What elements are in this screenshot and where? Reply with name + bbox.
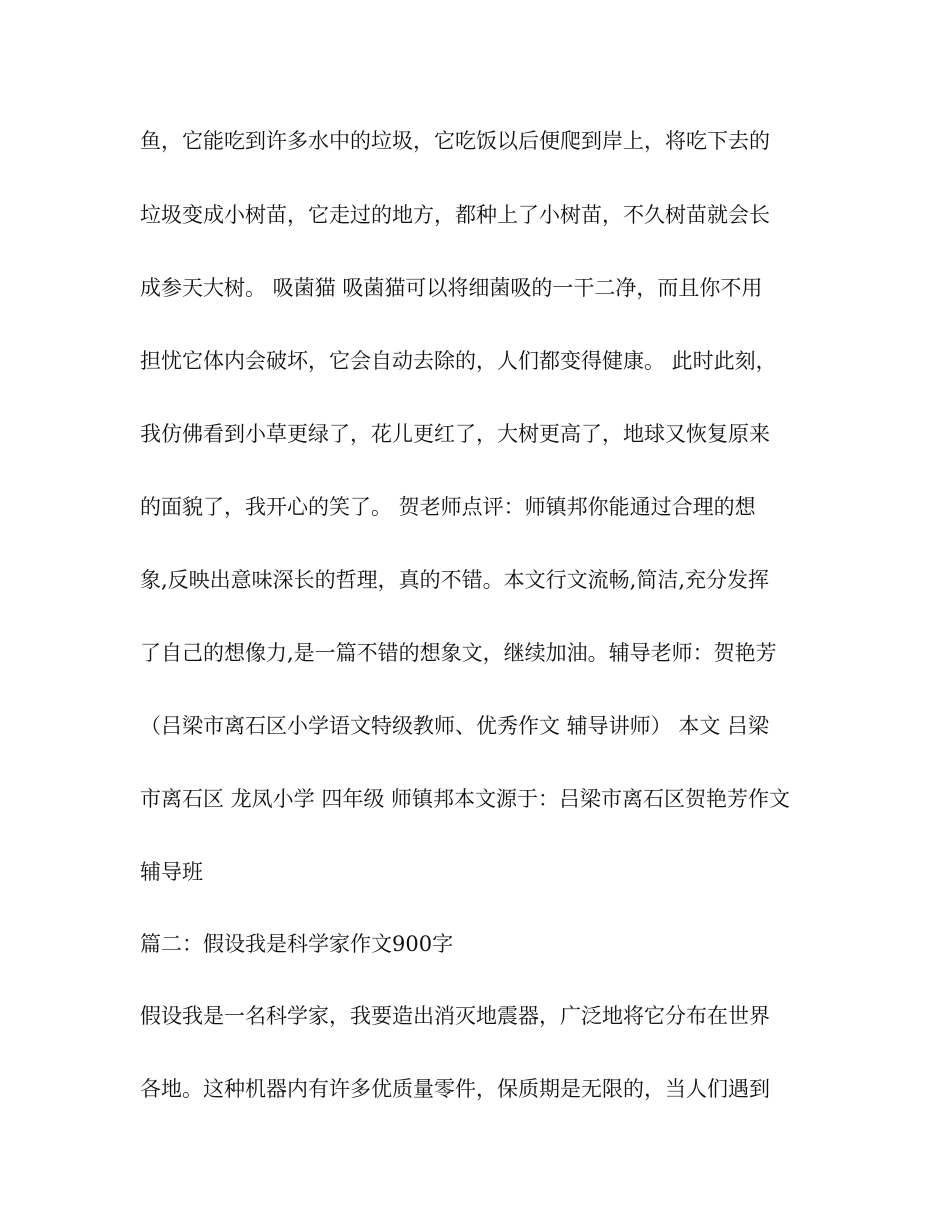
paragraph-line: 鱼，它能吃到许多水中的垃圾，它吃饭以后便爬到岸上，将吃下去的: [140, 129, 770, 153]
paragraph-line: 我仿佛看到小草更绿了，花儿更红了，大树更高了，地球又恢复原来: [140, 422, 770, 446]
paragraph-line: 了自己的想像力,是一篇不错的想象文，继续加油。辅导老师：贺艳芳: [140, 641, 777, 665]
paragraph-line: 垃圾变成小树苗，它走过的地方，都种上了小树苗，不久树苗就会长: [140, 203, 770, 227]
paragraph-line: 辅导班: [140, 860, 203, 884]
paragraph-line: 担忧它体内会破坏，它会自动去除的，人们都变得健康。 此时此刻，: [140, 349, 777, 373]
paragraph-line: 成参天大树。 吸菌猫 吸菌猫可以将细菌吸的一干二净，而且你不用: [140, 276, 763, 300]
paragraph-line: （吕梁市离石区小学语文特级教师、优秀作文 辅导讲师） 本文 吕梁: [140, 714, 770, 738]
paragraph-line: 的面貌了，我开心的笑了。 贺老师点评：师镇邦你能通过合理的想: [140, 495, 756, 519]
paragraph-line: 象,反映出意味深长的哲理，真的不错。本文行文流畅,简洁,充分发挥: [140, 568, 770, 592]
paragraph-line: 市离石区 龙凤小学 四年级 师镇邦本文源于：吕梁市离石区贺艳芳作文: [140, 787, 791, 811]
section-heading: 篇二：假设我是科学家作文900字: [140, 932, 454, 956]
paragraph-line: 各地。这种机器内有许多优质量零件，保质期是无限的，当人们遇到: [140, 1077, 770, 1101]
paragraph-line: 假设我是一名科学家，我要造出消灭地震器，广泛地将它分布在世界: [140, 1004, 770, 1028]
